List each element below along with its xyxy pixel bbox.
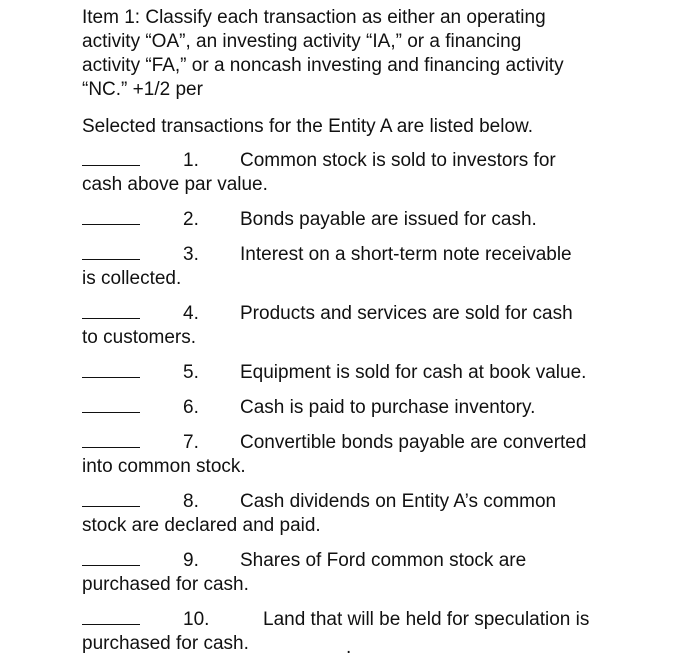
item-text-line-1: Equipment is sold for cash at book value. (240, 362, 587, 383)
answer-blank[interactable] (82, 610, 140, 625)
answer-blank[interactable] (82, 492, 140, 507)
answer-blank[interactable] (82, 398, 140, 413)
item-text-line-1: Cash is paid to purchase inventory. (240, 397, 536, 418)
intro-text: Selected transactions for the Entity A are listed below. (82, 116, 533, 137)
item-number: 9. (183, 550, 199, 571)
transaction-item-9 (82, 549, 642, 597)
item-number: 4. (183, 303, 199, 324)
item-text-line-2: stock are declared and paid. (82, 515, 321, 536)
item-number: 6. (183, 397, 199, 418)
transaction-item-5 (82, 361, 642, 385)
item-text-line-2: into common stock. (82, 456, 246, 477)
item-number: 2. (183, 209, 199, 230)
item-text-line-1: Shares of Ford common stock are (240, 550, 527, 571)
item-number: 3. (183, 244, 199, 265)
instructions-line-1: Item 1: Classify each transaction as either an operating (82, 7, 546, 28)
item-text-line-2: is collected. (82, 268, 182, 289)
instructions-line-2: activity “OA”, an investing activity “IA,” or a financing (82, 31, 522, 52)
item-text-line-1: Common stock is sold to investors for (240, 150, 556, 171)
answer-blank[interactable] (82, 151, 140, 166)
answer-blank[interactable] (82, 304, 140, 319)
item-text-line-1: Bonds payable are issued for cash. (240, 209, 537, 230)
instructions (82, 6, 642, 102)
transaction-item-1 (82, 149, 642, 197)
item-number: 7. (183, 432, 199, 453)
answer-blank[interactable] (82, 551, 140, 566)
item-number: 8. (183, 491, 199, 512)
answer-blank[interactable] (82, 363, 140, 378)
item-number: 10. (183, 609, 210, 630)
item-number: 5. (183, 362, 199, 383)
item-text-line-1: Products and services are sold for cash (240, 303, 573, 324)
item-number: 1. (183, 150, 199, 171)
document (82, 6, 642, 667)
transaction-item-10 (82, 608, 642, 656)
answer-blank[interactable] (82, 245, 140, 260)
transaction-item-2 (82, 208, 642, 232)
transaction-item-4 (82, 302, 642, 350)
item-text-line-2: purchased for cash. (82, 574, 249, 595)
answer-blank[interactable] (82, 433, 140, 448)
transaction-item-7 (82, 431, 642, 479)
transaction-item-3 (82, 243, 642, 291)
answer-blank[interactable] (82, 210, 140, 225)
item-text-line-1: Cash dividends on Entity A’s common (240, 491, 557, 512)
item-text-line-2: to customers. (82, 327, 197, 348)
transaction-item-6 (82, 396, 642, 420)
item-text-line-1: Interest on a short-term note receivable (240, 244, 572, 265)
item-text-line-1: Convertible bonds payable are converted (240, 432, 587, 453)
transaction-item-8 (82, 490, 642, 538)
item-text-line-2: purchased for cash. (82, 633, 249, 654)
trailing-mark: . (346, 637, 352, 658)
instructions-line-3: activity “FA,” or a noncash investing and financing activity (82, 55, 564, 76)
item-text-line-2: cash above par value. (82, 174, 268, 195)
item-text-line-1: Land that will be held for speculation is (263, 609, 590, 630)
instructions-line-4: “NC.” +1/2 per (82, 79, 203, 100)
